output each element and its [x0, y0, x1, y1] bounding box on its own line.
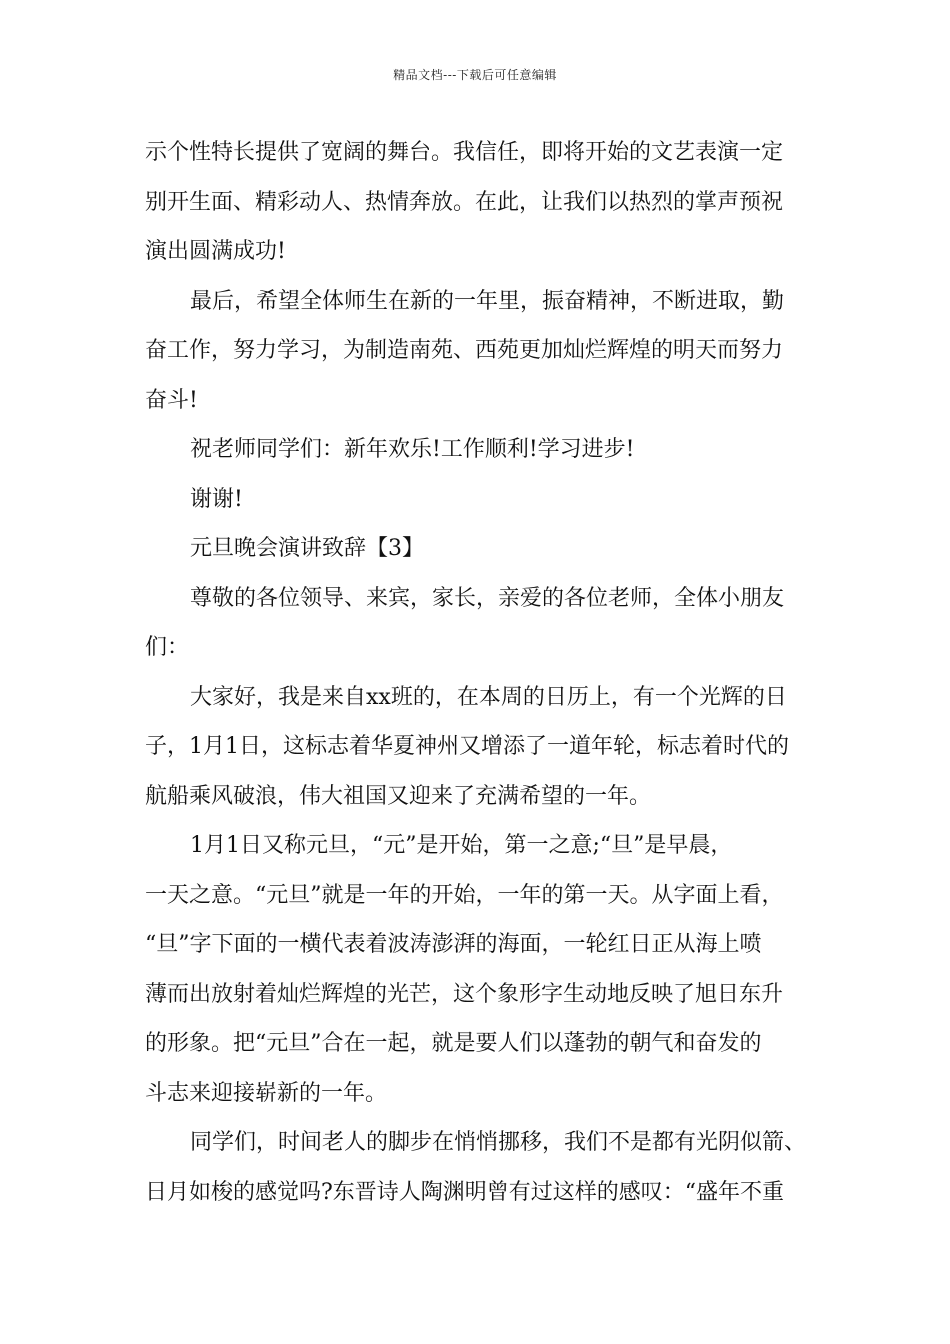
text-line: 1月1日又称元旦，“元”是开始，第一之意;“旦”是早晨，: [190, 833, 733, 858]
document-body: [145, 128, 825, 1217]
text-line: 奋工作，努力学习，为制造南苑、西苑更加灿烂辉煌的明天而努力: [145, 338, 784, 363]
text-line: 航船乘风破浪，伟大祖国又迎来了充满希望的一年。: [145, 783, 652, 809]
text-line: 最后，希望全体师生在新的一年里，振奋精神，不断进取，勤: [190, 288, 785, 314]
text-line: 尊敬的各位领导、来宾，家长，亲爱的各位老师，全体小朋友: [190, 585, 785, 611]
text-line: 斗志来迎接崭新的一年。: [145, 1080, 388, 1106]
text-line: 元旦晚会演讲致辞【3】: [190, 536, 424, 561]
text-line: 奋斗!: [145, 387, 198, 413]
text-line: 别开生面、精彩动人、热情奔放。在此，让我们以热烈的掌声预祝: [145, 189, 784, 215]
text-line: 日月如梭的感觉吗?东晋诗人陶渊明曾有过这样的感叹：“盛年不重: [145, 1179, 785, 1205]
text-line: 大家好，我是来自xx班的，在本周的日历上，有一个光辉的日: [190, 684, 787, 710]
text-line: “旦”字下面的一横代表着波涛澎湃的海面，一轮红日正从海上喷: [145, 932, 762, 957]
text-line: 祝老师同学们：新年欢乐!工作顺利!学习进步!: [190, 437, 635, 462]
text-line: 谢谢!: [190, 486, 243, 512]
text-line: 示个性特长提供了宽阔的舞台。我信任，即将开始的文艺表演一定: [145, 140, 784, 165]
text-line: 演出圆满成功!: [145, 239, 286, 264]
text-line: 一天之意。“元旦”就是一年的开始，一年的第一天。从字面上看，: [145, 882, 784, 908]
text-line: 的形象。把“元旦”合在一起，就是要人们以蓬勃的朝气和奋发的: [145, 1031, 762, 1056]
page-header: 精品文档---下载后可任意编辑: [393, 68, 557, 82]
text-line: 同学们，时间老人的脚步在悄悄挪移，我们不是都有光阴似箭、: [190, 1130, 807, 1155]
text-line: 子，1月1日，这标志着华夏神州又增添了一道年轮，标志着时代的: [145, 734, 789, 759]
text-line: 们：: [145, 635, 190, 660]
text-line: 薄而出放射着灿烂辉煌的光芒，这个象形字生动地反映了旭日东升: [145, 981, 784, 1007]
